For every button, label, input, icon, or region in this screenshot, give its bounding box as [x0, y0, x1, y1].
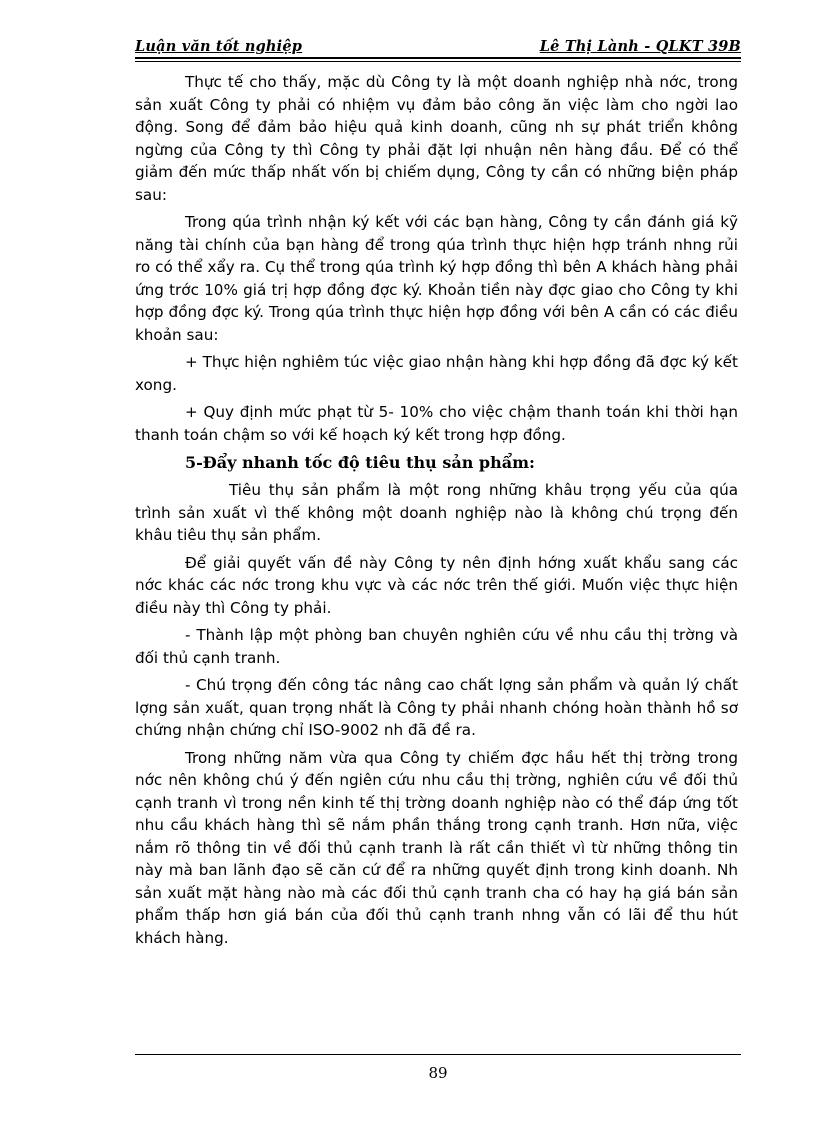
- header-author: Lê Thị Lành - QLKT 39B: [539, 38, 741, 55]
- header-thesis-title: Luận văn tốt nghiệp: [135, 38, 303, 55]
- document-body: [135, 71, 738, 954]
- header-divider-thin: [135, 61, 741, 62]
- footer-divider: [135, 1054, 741, 1055]
- paragraph: Để giải quyết vấn đề này Công ty nên định hớng xuất khẩu sang các nớc khác các nớc trong khu vực và các nớc trên thế giới. Muốn việc thực hiện điều này thì Công ty phải.: [135, 553, 738, 617]
- header-divider: [135, 57, 741, 59]
- section-heading: 5-Đẩy nhanh tốc độ tiêu thụ sản phẩm:: [185, 453, 535, 472]
- paragraph: Trong những năm vừa qua Công ty chiếm đợc hầu hết thị trờng trong nớc nên không chú ý đến ngiên cứu nhu cầu thị trờng, nghiên cứu về đối thủ cạnh tranh vì trong nền kinh tế thị trờng doanh nghiệp nào có thể đáp ứng tốt nhu cầu khách hàng thì sẽ nắm phần thắng trong cạnh tranh. Hơn nữa, việc nắm rõ thông tin về đối thủ cạnh tranh là rất cần thiết vì từ những thông tin này mà ban lãnh đạo sẽ căn cứ để ra những quyết định trong kinh doanh. Nh sản xuất mặt hàng nào mà các đối thủ cạnh tranh cha có hay hạ giá bán sản phẩm thấp hơn giá bán của đối thủ cạnh tranh nhng vẫn có lãi để thu hút khách hàng.: [135, 748, 738, 947]
- paragraph: Tiêu thụ sản phẩm là một rong những khâu trọng yếu của qúa trình sản xuất vì thế không một doanh nghiệp nào là không chú trọng đến khâu tiêu thụ sản phẩm.: [135, 481, 738, 544]
- page-header: [135, 38, 741, 58]
- page-number: 89: [428, 1064, 448, 1082]
- paragraph: - Thành lập một phòng ban chuyên nghiên cứu về nhu cầu thị trờng và đối thủ cạnh tranh.: [135, 626, 738, 667]
- paragraph: Trong qúa trình nhận ký kết với các bạn hàng, Công ty cần đánh giá kỹ năng tài chính của bạn hàng để trong qúa trình thực hiện hợp tránh nhng rủi ro có thể xẩy ra. Cụ thể trong qúa trình ký hợp đồng thì bên A khách hàng phải ứng trớc 10% giá trị hợp đồng đợc ký. Khoản tiền này đợc giao cho Công ty khi hợp đồng đợc ký. Trong qúa trình thực hiện hợp đồng với bên A cần có các điều khoản sau:: [135, 213, 738, 344]
- paragraph: - Chú trọng đến công tác nâng cao chất lợng sản phẩm và quản lý chất lợng sản xuất, quan trọng nhất là Công ty phải nhanh chóng hoàn thành hồ sơ chứng nhận chứng chỉ ISO-9002 nh đã đề ra.: [135, 676, 738, 739]
- paragraph: + Quy định mức phạt từ 5- 10% cho việc chậm thanh toán khi thời hạn thanh toán chậm so với kế hoạch ký kết trong hợp đồng.: [135, 403, 738, 444]
- paragraph: Thực tế cho thấy, mặc dù Công ty là một doanh nghiệp nhà nớc, trong sản xuất Công ty phải có nhiệm vụ đảm bảo công ăn việc làm cho ngời lao động. Song để đảm bảo hiệu quả kinh doanh, cũng nh sự phát triển không ngừng của Công ty thì Công ty phải đặt lợi nhuận nên hàng đầu. Để có thể giảm đến mức thấp nhất vốn bị chiếm dụng, Công ty cần có những biện pháp sau:: [135, 73, 738, 204]
- paragraph: + Thực hiện nghiêm túc việc giao nhận hàng khi hợp đồng đã đợc ký kết xong.: [135, 353, 738, 394]
